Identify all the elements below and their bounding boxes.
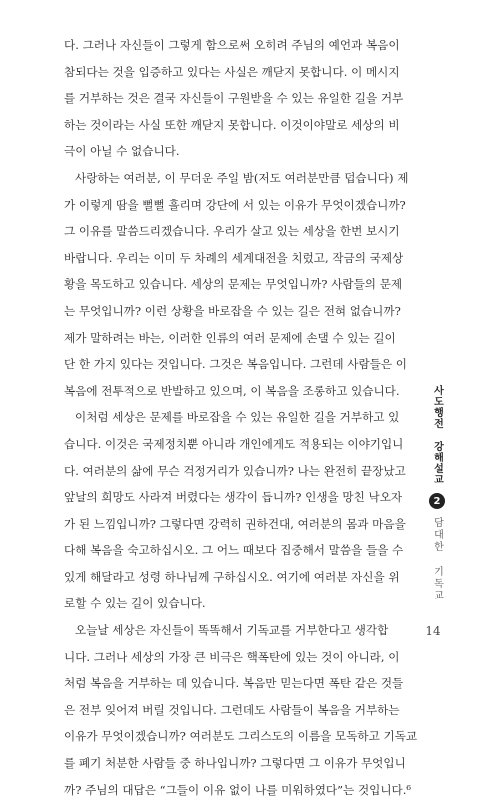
- paragraph: [64, 32, 402, 165]
- text-line: 까? 주님의 대답은 “그들이 이유 없이 나를 미워하였다”는 것입니다.⁶: [64, 782, 412, 797]
- text-line: 로할 수 있는 길이 있습니다.: [64, 596, 206, 611]
- text-line: 참되다는 것을 입증하고 있다는 사실은 깨닫지 못합니다. 이 메시지: [64, 64, 400, 79]
- text-line: 앞날의 희망도 사라져 버렸다는 생각이 듭니까? 인생을 망친 낙오자: [64, 490, 403, 505]
- text-line: 가 된 느낌입니까? 그렇다면 강력히 권하건대, 여러분의 몸과 마음을: [64, 516, 406, 531]
- text-line: 극이 아닐 수 없습니다.: [64, 144, 180, 159]
- text-line: 하는 것이라는 사실 또한 깨닫지 못합니다. 이것이야말로 세상의 비: [64, 117, 400, 132]
- page-number: 14: [425, 624, 441, 638]
- text-line: 니다. 그러나 세상의 가장 큰 비극은 핵폭탄에 있는 것이 아니라, 이: [64, 649, 400, 664]
- text-line: 처럼 복음을 거부하는 데 있습니다. 복음만 믿는다면 폭탄 같은 것들: [64, 676, 404, 691]
- text-line: 다해 복음을 숙고하십시오. 그 어느 때보다 집중해서 말씀을 들을 수: [64, 543, 404, 558]
- text-line: 를 폐기 처분한 사람들 중 하나입니까? 그렇다면 그 이유가 무엇입니: [64, 756, 406, 771]
- text-line: 이유가 무엇이겠습니까? 여러분도 그리스도의 이름을 모독하고 기독교: [64, 729, 418, 744]
- series-title: 사도행전 강해설교: [431, 385, 443, 485]
- text-line: 사랑하는 여러분, 이 무더운 주일 밤(저도 여러분만큼 덥습니다) 제: [75, 170, 409, 185]
- text-line: 은 전부 잊어져 버릴 것입니다. 그런데도 사람들이 복음을 거부하는: [64, 702, 400, 717]
- text-line: 복음에 전투적으로 반발하고 있으며, 이 복음을 조롱하고 있습니다.: [64, 383, 400, 398]
- paragraph: [64, 165, 409, 404]
- text-line: 이처럼 세상은 문제를 바로잡을 수 있는 유일한 길을 거부하고 있: [75, 410, 400, 425]
- text-line: 그 이유를 말씀드리겠습니다. 우리가 살고 있는 세상을 한번 보시기: [64, 224, 400, 239]
- text-line: 습니다. 이것은 국제정치뿐 아니라 개인에게도 적용되는 이야기입니: [64, 436, 404, 451]
- text-line: 는 무엇입니까? 이런 상황을 바로잡을 수 있는 길은 전혀 없습니까?: [64, 303, 401, 318]
- volume-badge: 2: [429, 493, 445, 509]
- text-line: 있게 해달라고 성령 하나님께 구하십시오. 여기에 여러분 자신을 위: [64, 569, 400, 584]
- text-line: 황을 목도하고 있습니다. 세상의 문제는 무엇입니까? 사람들의 문제: [64, 277, 403, 292]
- paragraph: [64, 617, 418, 803]
- text-line: 가 이렇게 땀을 뻘뻘 흘리며 강단에 서 있는 이유가 무엇이겠습니까?: [64, 197, 406, 212]
- book-subtitle: 담대한 기독교: [431, 517, 443, 602]
- running-side-header: [424, 385, 450, 602]
- text-line: 다. 여러분의 삶에 무슨 걱정거리가 있습니까? 나는 완전히 끝장났고: [64, 463, 406, 478]
- text-line: 단 한 가지 있다는 것입니다. 그것은 복음입니다. 그런데 사람들은 이: [64, 357, 407, 372]
- text-line: 를 거부하는 것은 결국 자신들이 구원받을 수 있는 유일한 길을 거부: [64, 91, 404, 106]
- text-line: 오늘날 세상은 자신들이 똑똑해서 기독교를 거부한다고 생각합: [75, 623, 389, 638]
- text-line: 다. 그러나 자신들이 그렇게 함으로써 오히려 주님의 예언과 복음이: [64, 38, 400, 52]
- paragraph: [64, 404, 406, 617]
- text-line: 제가 말하려는 바는, 이러한 인류의 여러 문제에 손댈 수 있는 길이: [64, 330, 396, 345]
- text-line: 바랍니다. 우리는 이미 두 차례의 세계대전을 치렀고, 작금의 국제상: [64, 250, 404, 265]
- body-text: [64, 32, 418, 803]
